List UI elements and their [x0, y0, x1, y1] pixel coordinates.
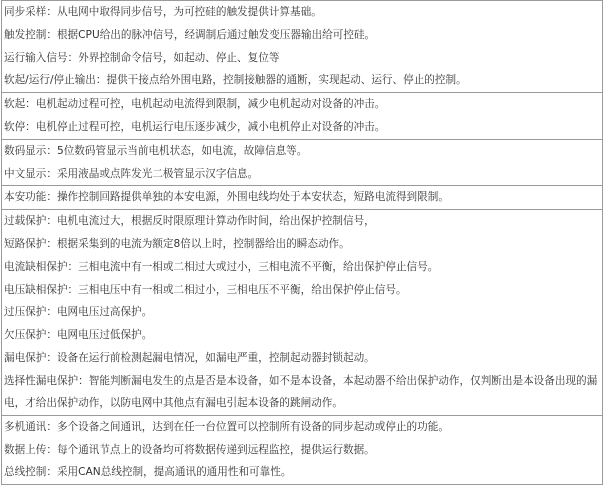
- table-row-protection: [2, 210, 603, 416]
- line-selective-leakage-protection: 选择性漏电保护：智能判断漏电发生的点是否是本设备，如不是本设备，本起动器不给出保护动作，仅判断出是本设备出现的漏电，才给出保护动作，以防电网中其他点有漏电引起本设备的跳闸动作。: [4, 374, 598, 410]
- line-run-input-signal: 运行输入信号：外界控制命令信号，如起动、停止、复位等: [4, 51, 280, 64]
- line-overload-protection: 过载保护：电机电流过大，根据反时限原理计算动作时间，给出保护控制信号，: [4, 215, 375, 228]
- line-sync-sampling: 同步采样：从电网中取得同步信号，为可控硅的触发提供计算基础。: [4, 6, 322, 18]
- line-start-run-stop-output: 软起/运行/停止输出：提供干接点给外围电路，控制接触器的通断，实现起动、运行、停止的控制。: [4, 74, 467, 87]
- table-cell: [2, 186, 603, 210]
- table-cell: [2, 1, 603, 93]
- table-row-soft-start-stop: [2, 93, 603, 140]
- line-digital-display: 数码显示：5位数码管显示当前电机状态，如电流，故障信息等。: [4, 144, 308, 157]
- table-cell: [2, 93, 603, 140]
- line-overvoltage-protection: 过压保护：电网电压过高保护。: [4, 306, 153, 319]
- line-multi-machine-communication: 多机通讯：多个设备之间通讯，达到在任一台位置可以控制所有设备的同步起动或停止的功能。: [4, 420, 449, 433]
- line-bus-control: 总线控制：采用CAN总线控制，提高通讯的通用性和可靠性。: [4, 466, 292, 479]
- feature-spec-table: [1, 0, 603, 485]
- line-voltage-phase-loss-protection: 电压缺相保护：三相电压中有一相或二相过小，三相电压不平衡，给出保护停止信号。: [4, 283, 407, 296]
- line-soft-stop: 软停：电机停止过程可控，电机运行电压逐步减少，减小电机停止对设备的冲击。: [4, 120, 386, 133]
- line-undervoltage-protection: 欠压保护：电网电压过低保护。: [4, 329, 153, 342]
- table-cell: [2, 139, 603, 186]
- line-soft-start: 软起：电机起动过程可控，电机起动电流得到限制，减少电机起动对设备的冲击。: [4, 98, 386, 111]
- table-row-display: [2, 139, 603, 186]
- table-cell: [2, 415, 603, 484]
- table-row-sync-trigger: [2, 1, 603, 93]
- line-intrinsic-safety: 本安功能：操作控制回路提供单独的本安电源，外围电线均处于本安状态，短路电流得到限制。: [4, 191, 449, 204]
- table-row-communication: [2, 415, 603, 484]
- line-data-upload: 数据上传：每个通讯节点上的设备均可将数据传递到远程监控，提供运行数据。: [4, 443, 375, 456]
- table-row-intrinsic-safety: [2, 186, 603, 210]
- line-current-phase-loss-protection: 电流缺相保护：三相电流中有一相或二相过大或过小，三相电流不平衡，给出保护停止信号。: [4, 260, 439, 273]
- line-leakage-protection: 漏电保护：设备在运行前检测起漏电情况，如漏电严重，控制起动器封锁起动。: [4, 351, 375, 364]
- line-short-circuit-protection: 短路保护：根据采集到的电流为额定8倍以上时，控制器给出的瞬态动作。: [4, 237, 350, 250]
- line-trigger-control: 触发控制：根据CPU给出的脉冲信号，经调制后通过触发变压器输出给可控硅。: [4, 28, 376, 41]
- line-chinese-display: 中文显示：采用液晶或点阵发光二极管显示汉字信息。: [4, 167, 259, 180]
- table-cell: [2, 210, 603, 416]
